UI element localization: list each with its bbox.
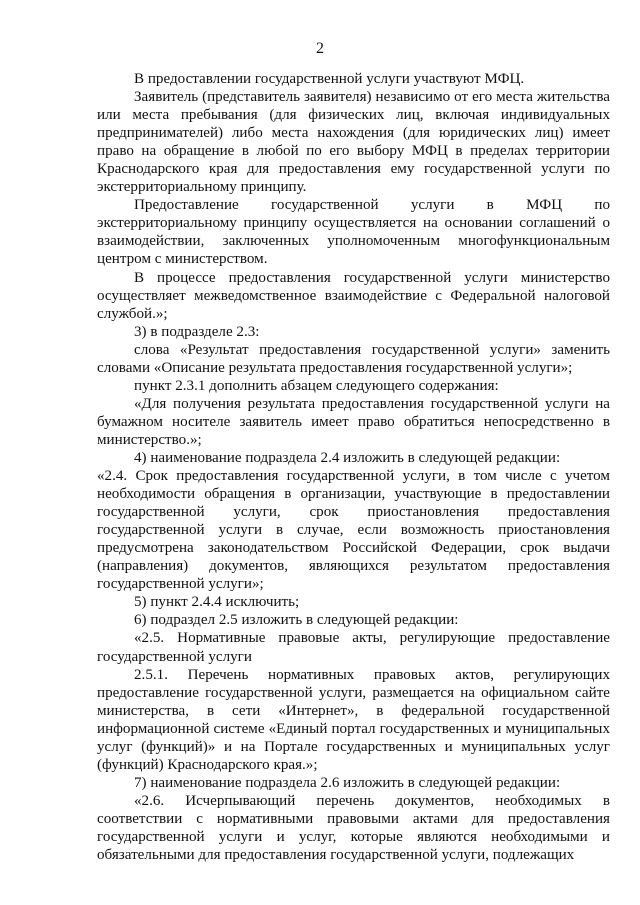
- paragraph: Предоставление государственной услуги в МФЦ по экстерриториальному принципу осуществляется на основании соглашений о взаимодействии, заключенных уполномоченным многофункциональным центром с министерством.: [97, 197, 610, 268]
- paragraph: «2.6. Исчерпывающий перечень документов, необходимых в соответствии с нормативными правовыми актами для предоставления государственной услуги и услуг, которые являются необходимыми и обязательными для предоставления государственной услуги, подлежащих: [97, 792, 610, 864]
- paragraph: слова «Результат предоставления государственной услуги» заменить словами «Описание результата предоставления государственной услуги»;: [97, 341, 610, 376]
- paragraph: «2.5. Нормативные правовые акты, регулирующие предоставление государственной услуги: [97, 630, 610, 665]
- document-body: [97, 70, 610, 864]
- paragraph: 7) наименование подраздела 2.6 изложить в следующей редакции:: [134, 774, 561, 791]
- paragraph: пункт 2.3.1 дополнить абзацем следующего содержания:: [134, 377, 499, 394]
- paragraph: В процессе предоставления государственной услуги министерство осуществляет межведомственное взаимодействие с Федеральной налоговой службой.»;: [97, 269, 610, 322]
- paragraph: 2.5.1. Перечень нормативных правовых актов, регулирующих предоставление государственной услуги, размещается на официальном сайте министерства, в сети «Интернет», в федеральной государственной информационной системе «Единый портал государственных и муниципальных услуг (функций)» и на Портале государственных и муниципальных услуг (функций) Краснодарского края.»;: [97, 666, 610, 773]
- paragraph: «2.4. Срок предоставления государственной услуги, в том числе с учетом необходимости обращения в организации, участвующие в предоставлении государственной услуги, срок приостановления предоставления государственной услуги в случае, если возможность приостановления предусмотрена законодательством Российской Федерации, срок выдачи (направления) документов, являющихся результатом предоставления государственной услуги»;: [97, 468, 610, 593]
- paragraph: «Для получения результата предоставления государственной услуги на бумажном носителе заявитель имеет право обратиться непосредственно в министерство.»;: [97, 395, 610, 448]
- paragraph: Заявитель (представитель заявителя) независимо от его места жительства или места пребывания (для физических лиц, включая индивидуальных предпринимателей) либо места нахождения (для юридических лиц) имеет право на обращение в любой по его выбору МФЦ в пределах территории Краснодарского края для предоставления ему государственной услуги по экстерриториальному принципу.: [97, 89, 610, 196]
- paragraph: 6) подраздел 2.5 изложить в следующей редакции:: [134, 612, 459, 629]
- paragraph: 5) пункт 2.4.4 исключить;: [134, 594, 300, 611]
- paragraph: 3) в подразделе 2.3:: [134, 323, 260, 340]
- paragraph: В предоставлении государственной услуги участвуют МФЦ.: [134, 71, 525, 87]
- page-number: 2: [316, 40, 324, 57]
- paragraph: 4) наименование подраздела 2.4 изложить в следующей редакции:: [134, 449, 561, 466]
